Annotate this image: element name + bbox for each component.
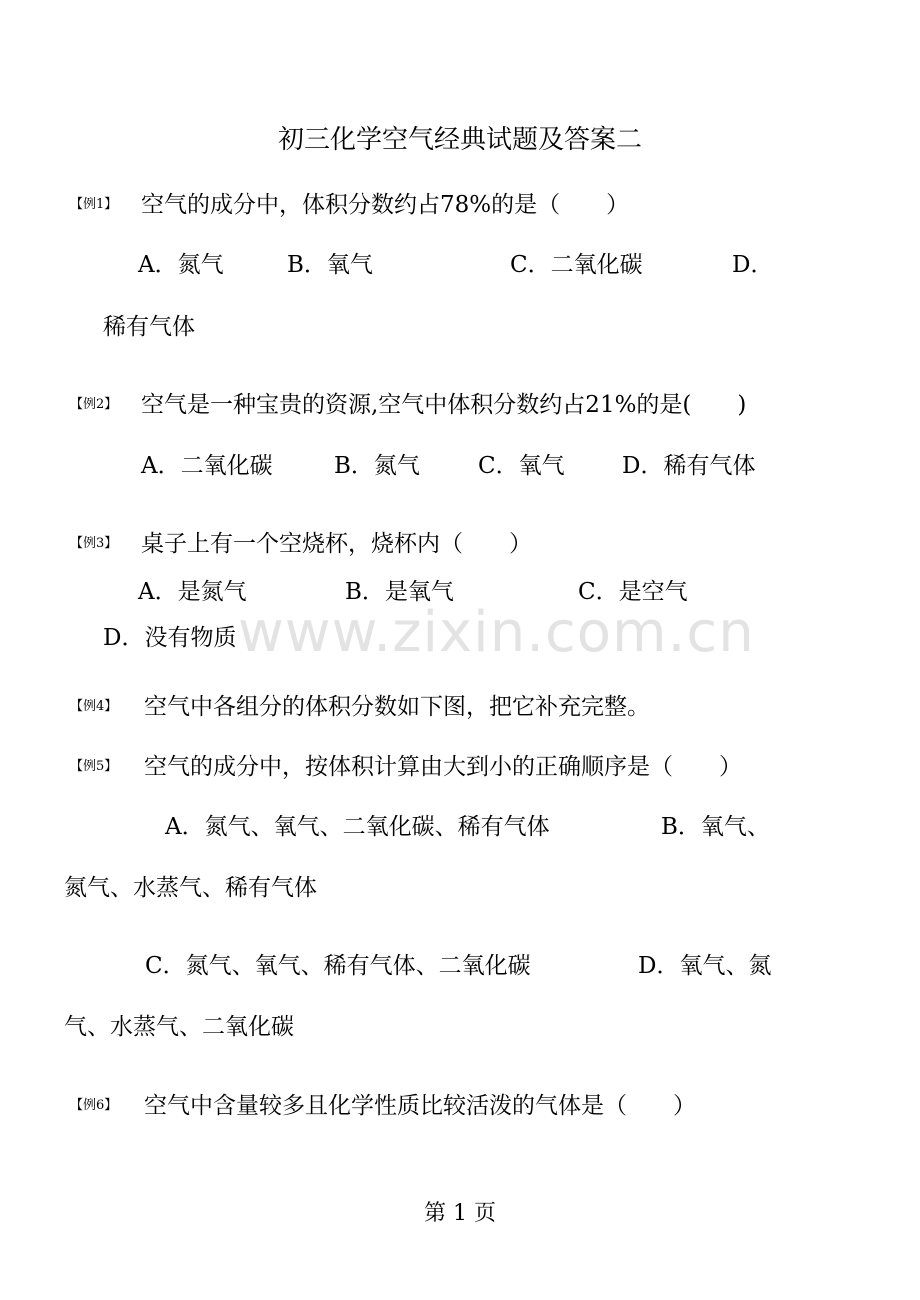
question-tag: 【例4】 <box>70 699 118 714</box>
question-tag: 【例5】 <box>70 759 118 774</box>
question-stem: 空气中含量较多且化学性质比较活泼的气体是（ ） <box>144 1093 696 1119</box>
question-tag: 【例3】 <box>70 536 118 551</box>
question-stem: 空气中各组分的体积分数如下图，把它补充完整。 <box>144 694 650 720</box>
option-d: D．没有物质 <box>103 625 237 651</box>
page-title: 初三化学空气经典试题及答案二 <box>277 125 642 155</box>
option-a: A．二氧化碳 <box>141 453 273 479</box>
option-d: D．稀有气体 <box>622 453 756 479</box>
option-a: A．氮气 <box>138 252 224 278</box>
question-tag: 【例6】 <box>70 1098 118 1113</box>
question-stem: 空气的成分中，按体积计算由大到小的正确顺序是（ ） <box>144 754 742 780</box>
option-b: B．氮气 <box>334 453 420 479</box>
option-d-continued: 气、水蒸气、二氧化碳 <box>64 1014 294 1040</box>
option-c: C．二氧化碳 <box>510 252 643 278</box>
option-c: C．氧气 <box>478 453 565 479</box>
question-tag: 【例1】 <box>70 197 118 212</box>
option-b: B．氧气 <box>287 252 373 278</box>
option-a: A．氮气、氧气、二氧化碳、稀有气体 <box>165 814 550 840</box>
option-a: A．是氮气 <box>138 579 247 605</box>
option-d-continued: 稀有气体 <box>103 314 195 340</box>
question-stem: 空气是一种宝贵的资源,空气中体积分数约占21%的是( ) <box>141 392 747 418</box>
option-d: D． <box>732 252 774 278</box>
option-b: B．是氧气 <box>345 579 454 605</box>
option-c: C．氮气、氧气、稀有气体、二氧化碳 <box>145 953 531 979</box>
option-b: B．氧气、 <box>661 814 770 840</box>
option-b-continued: 氮气、水蒸气、稀有气体 <box>64 875 317 901</box>
question-stem: 空气的成分中，体积分数约占78%的是（ ） <box>141 192 630 218</box>
page-number: 第 1 页 <box>424 1201 496 1226</box>
question-tag: 【例2】 <box>70 397 118 412</box>
option-d: D．氧气、氮 <box>638 953 772 979</box>
option-c: C．是空气 <box>578 579 688 605</box>
question-stem: 桌子上有一个空烧杯，烧杯内（ ） <box>141 531 532 557</box>
watermark-text: www.zixin.com.cn <box>238 600 755 665</box>
